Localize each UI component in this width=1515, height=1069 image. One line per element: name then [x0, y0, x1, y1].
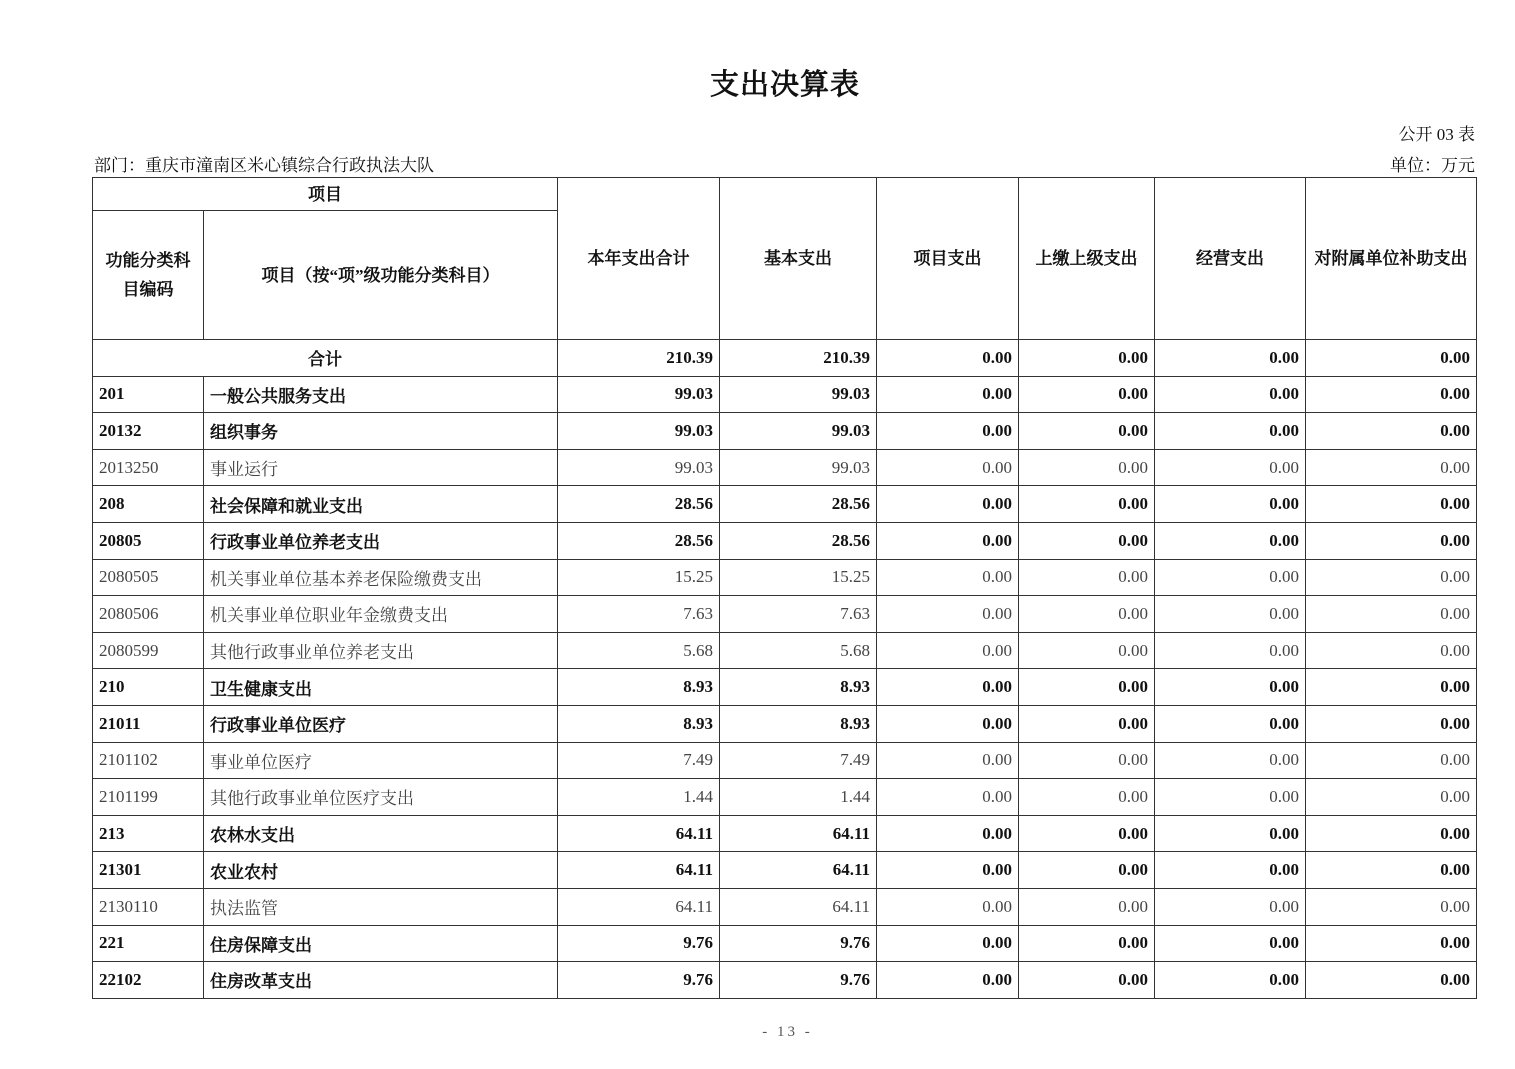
- row-value: 28.56: [720, 522, 877, 559]
- table-row: [93, 705, 1477, 742]
- total-row: [93, 340, 1477, 377]
- row-name: 农业农村: [204, 852, 558, 889]
- row-value: 0.00: [877, 522, 1019, 559]
- row-value: 0.00: [1019, 852, 1155, 889]
- row-value: 0.00: [1019, 742, 1155, 779]
- header-project-expense: 项目支出: [877, 178, 1019, 340]
- row-value: 0.00: [1306, 522, 1477, 559]
- total-value: 0.00: [1306, 340, 1477, 377]
- row-value: 0.00: [1019, 632, 1155, 669]
- row-value: 0.00: [1155, 522, 1306, 559]
- row-value: 0.00: [1019, 925, 1155, 962]
- row-value: 0.00: [1155, 779, 1306, 816]
- row-value: 64.11: [720, 852, 877, 889]
- row-value: 64.11: [720, 888, 877, 925]
- row-value: 0.00: [1019, 413, 1155, 450]
- expenditure-table: [92, 177, 1477, 999]
- row-code: 221: [93, 925, 204, 962]
- table-row: [93, 669, 1477, 706]
- row-value: 0.00: [877, 559, 1019, 596]
- row-value: 9.76: [558, 925, 720, 962]
- row-value: 0.00: [1306, 596, 1477, 633]
- row-value: 0.00: [877, 742, 1019, 779]
- row-value: 0.00: [1306, 486, 1477, 523]
- table-row: [93, 413, 1477, 450]
- row-name: 机关事业单位基本养老保险缴费支出: [204, 559, 558, 596]
- header-project: 项目: [93, 178, 558, 211]
- row-value: 5.68: [720, 632, 877, 669]
- row-value: 0.00: [1019, 815, 1155, 852]
- header-business: 经营支出: [1155, 178, 1306, 340]
- row-value: 15.25: [720, 559, 877, 596]
- row-value: 0.00: [1306, 632, 1477, 669]
- table-row: [93, 632, 1477, 669]
- header-name: 项目（按“项”级功能分类科目）: [204, 211, 558, 340]
- row-value: 99.03: [720, 413, 877, 450]
- row-value: 0.00: [1155, 486, 1306, 523]
- row-value: 99.03: [558, 376, 720, 413]
- table-row: [93, 742, 1477, 779]
- row-value: 0.00: [1019, 486, 1155, 523]
- row-code: 21011: [93, 705, 204, 742]
- row-value: 0.00: [877, 962, 1019, 999]
- row-value: 28.56: [558, 486, 720, 523]
- row-name: 事业运行: [204, 449, 558, 486]
- row-value: 0.00: [877, 815, 1019, 852]
- row-value: 28.56: [558, 522, 720, 559]
- total-value: 210.39: [558, 340, 720, 377]
- row-value: 0.00: [1306, 962, 1477, 999]
- header-basic: 基本支出: [720, 178, 877, 340]
- table-row: [93, 449, 1477, 486]
- row-value: 0.00: [1155, 376, 1306, 413]
- row-code: 2130110: [93, 888, 204, 925]
- table-row: [93, 779, 1477, 816]
- row-value: 0.00: [1019, 888, 1155, 925]
- row-value: 0.00: [877, 632, 1019, 669]
- row-value: 0.00: [1019, 522, 1155, 559]
- row-value: 0.00: [877, 486, 1019, 523]
- row-name: 执法监管: [204, 888, 558, 925]
- row-value: 7.63: [558, 596, 720, 633]
- total-value: 0.00: [1155, 340, 1306, 377]
- row-code: 2101102: [93, 742, 204, 779]
- row-value: 0.00: [1019, 669, 1155, 706]
- row-code: 2080599: [93, 632, 204, 669]
- row-value: 0.00: [1306, 559, 1477, 596]
- row-code: 2101199: [93, 779, 204, 816]
- row-value: 0.00: [1019, 779, 1155, 816]
- row-value: 0.00: [1306, 742, 1477, 779]
- row-value: 0.00: [877, 669, 1019, 706]
- row-value: 64.11: [558, 852, 720, 889]
- row-value: 0.00: [1155, 596, 1306, 633]
- row-value: 0.00: [1155, 852, 1306, 889]
- table-row: [93, 888, 1477, 925]
- row-value: 0.00: [1155, 925, 1306, 962]
- row-value: 99.03: [558, 413, 720, 450]
- row-value: 0.00: [1019, 376, 1155, 413]
- row-value: 0.00: [1306, 669, 1477, 706]
- row-value: 0.00: [1155, 559, 1306, 596]
- row-value: 8.93: [720, 705, 877, 742]
- row-value: 0.00: [1306, 449, 1477, 486]
- row-value: 0.00: [1019, 449, 1155, 486]
- table-row: [93, 962, 1477, 999]
- row-value: 8.93: [558, 669, 720, 706]
- row-value: 0.00: [1306, 852, 1477, 889]
- total-value: 0.00: [877, 340, 1019, 377]
- row-value: 15.25: [558, 559, 720, 596]
- row-name: 行政事业单位医疗: [204, 705, 558, 742]
- row-value: 7.49: [558, 742, 720, 779]
- row-name: 社会保障和就业支出: [204, 486, 558, 523]
- row-value: 0.00: [1155, 888, 1306, 925]
- row-code: 208: [93, 486, 204, 523]
- row-value: 64.11: [558, 815, 720, 852]
- row-name: 其他行政事业单位医疗支出: [204, 779, 558, 816]
- row-value: 64.11: [558, 888, 720, 925]
- row-value: 8.93: [720, 669, 877, 706]
- row-value: 8.93: [558, 705, 720, 742]
- table-row: [93, 596, 1477, 633]
- row-code: 21301: [93, 852, 204, 889]
- header-code: 功能分类科目编码: [93, 211, 204, 340]
- row-code: 2080506: [93, 596, 204, 633]
- header-total: 本年支出合计: [558, 178, 720, 340]
- row-code: 2080505: [93, 559, 204, 596]
- row-name: 住房改革支出: [204, 962, 558, 999]
- row-value: 99.03: [558, 449, 720, 486]
- row-value: 0.00: [1019, 962, 1155, 999]
- row-code: 2013250: [93, 449, 204, 486]
- row-value: 0.00: [877, 413, 1019, 450]
- row-value: 0.00: [1155, 815, 1306, 852]
- row-code: 20132: [93, 413, 204, 450]
- table-row: [93, 815, 1477, 852]
- page-number: - 13 -: [762, 1024, 813, 1040]
- row-code: 20805: [93, 522, 204, 559]
- row-value: 0.00: [1155, 449, 1306, 486]
- row-name: 住房保障支出: [204, 925, 558, 962]
- row-value: 99.03: [720, 376, 877, 413]
- row-value: 0.00: [1155, 705, 1306, 742]
- row-value: 5.68: [558, 632, 720, 669]
- row-value: 7.49: [720, 742, 877, 779]
- row-value: 99.03: [720, 449, 877, 486]
- row-value: 9.76: [720, 962, 877, 999]
- row-name: 机关事业单位职业年金缴费支出: [204, 596, 558, 633]
- row-value: 0.00: [1306, 925, 1477, 962]
- row-code: 210: [93, 669, 204, 706]
- row-value: 0.00: [877, 376, 1019, 413]
- row-value: 28.56: [720, 486, 877, 523]
- row-value: 0.00: [877, 852, 1019, 889]
- row-value: 0.00: [1306, 815, 1477, 852]
- row-value: 0.00: [877, 449, 1019, 486]
- row-value: 0.00: [877, 925, 1019, 962]
- row-value: 9.76: [558, 962, 720, 999]
- row-value: 0.00: [1019, 705, 1155, 742]
- row-value: 64.11: [720, 815, 877, 852]
- row-name: 卫生健康支出: [204, 669, 558, 706]
- row-value: 0.00: [1306, 888, 1477, 925]
- table-row: [93, 925, 1477, 962]
- table-row: [93, 522, 1477, 559]
- row-value: 7.63: [720, 596, 877, 633]
- row-value: 0.00: [1155, 742, 1306, 779]
- row-value: 0.00: [877, 888, 1019, 925]
- table-row: [93, 559, 1477, 596]
- table-row: [93, 486, 1477, 523]
- row-value: 0.00: [1019, 596, 1155, 633]
- form-number: 公开 03 表: [1398, 125, 1475, 144]
- table-row: [93, 852, 1477, 889]
- row-value: 0.00: [877, 705, 1019, 742]
- department-label: 部门：重庆市潼南区米心镇综合行政执法大队: [94, 156, 434, 175]
- row-value: 0.00: [1306, 413, 1477, 450]
- total-label: 合计: [93, 340, 558, 377]
- row-name: 一般公共服务支出: [204, 376, 558, 413]
- row-value: 0.00: [1155, 962, 1306, 999]
- row-value: 1.44: [558, 779, 720, 816]
- row-code: 201: [93, 376, 204, 413]
- row-value: 0.00: [1155, 632, 1306, 669]
- row-value: 0.00: [877, 779, 1019, 816]
- row-value: 0.00: [1306, 376, 1477, 413]
- row-value: 1.44: [720, 779, 877, 816]
- row-code: 213: [93, 815, 204, 852]
- row-value: 0.00: [1019, 559, 1155, 596]
- row-name: 农林水支出: [204, 815, 558, 852]
- row-name: 事业单位医疗: [204, 742, 558, 779]
- row-name: 组织事务: [204, 413, 558, 450]
- row-value: 0.00: [1306, 705, 1477, 742]
- row-code: 22102: [93, 962, 204, 999]
- row-value: 0.00: [1306, 779, 1477, 816]
- page-title: 支出决算表: [709, 69, 860, 101]
- unit-label: 单位：万元: [1390, 156, 1475, 175]
- row-name: 其他行政事业单位养老支出: [204, 632, 558, 669]
- total-value: 210.39: [720, 340, 877, 377]
- row-value: 0.00: [877, 596, 1019, 633]
- total-value: 0.00: [1019, 340, 1155, 377]
- header-upper-level: 上缴上级支出: [1019, 178, 1155, 340]
- row-value: 9.76: [720, 925, 877, 962]
- table-row: [93, 376, 1477, 413]
- row-value: 0.00: [1155, 413, 1306, 450]
- row-name: 行政事业单位养老支出: [204, 522, 558, 559]
- header-subsidy: 对附属单位补助支出: [1306, 178, 1477, 340]
- row-value: 0.00: [1155, 669, 1306, 706]
